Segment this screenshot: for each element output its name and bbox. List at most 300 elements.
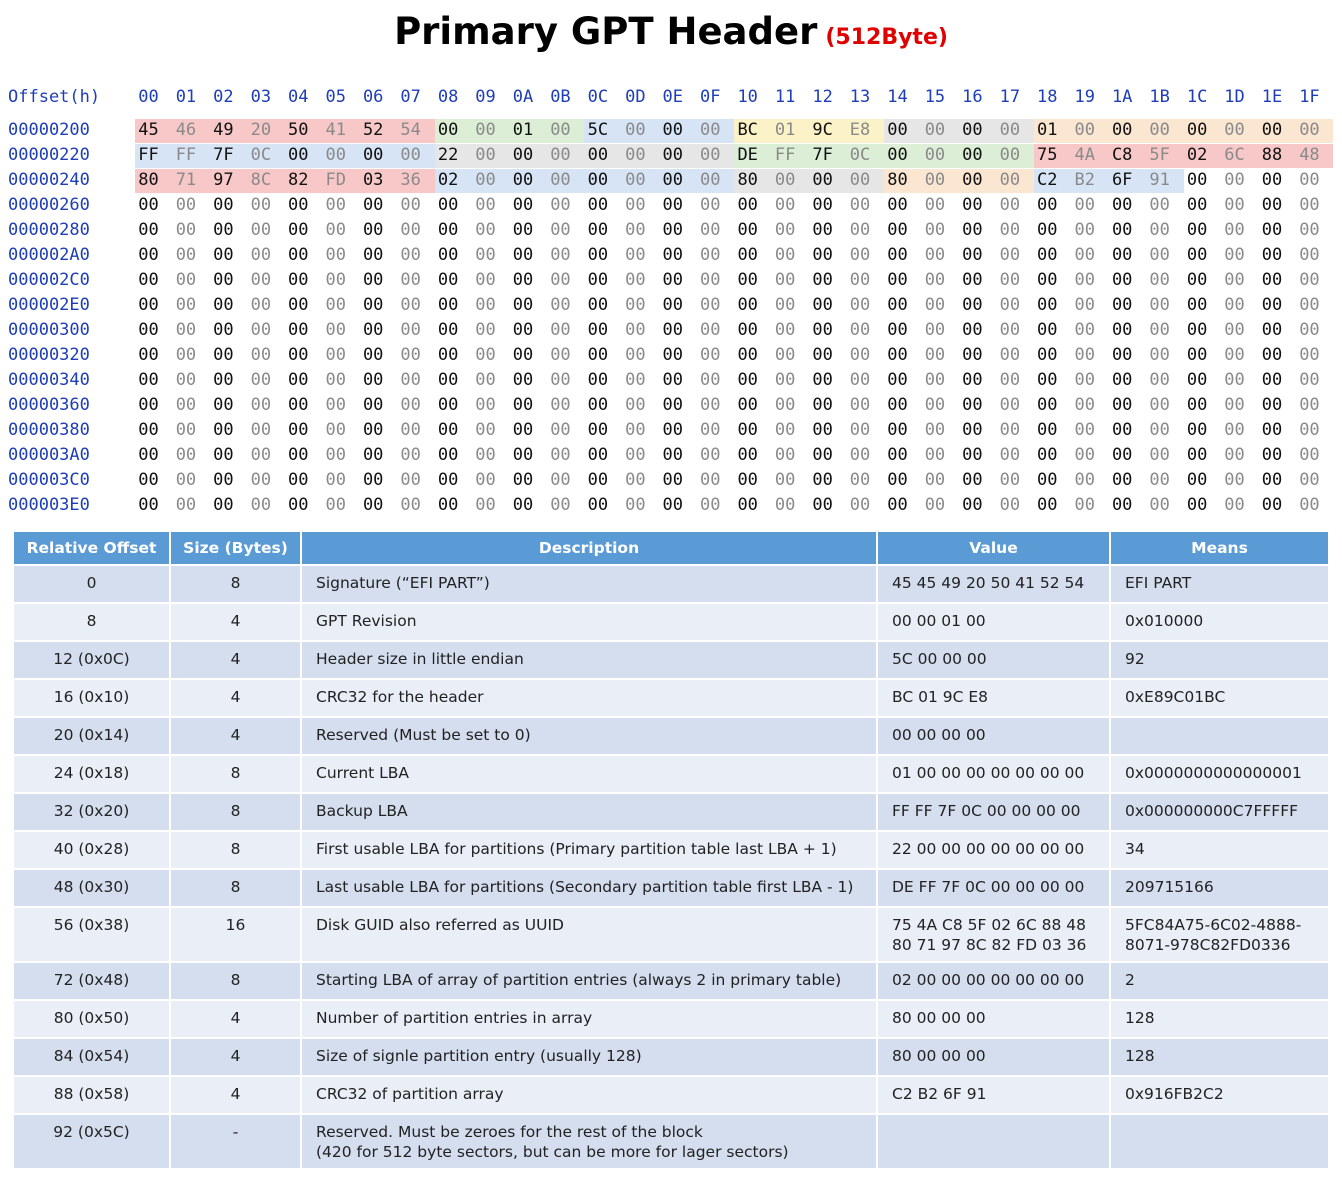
hex-byte: 75 [1037,145,1058,165]
hex-byte: 00 [662,470,684,490]
hex-byte: 4A [1074,145,1095,165]
cell-value: 00 00 00 00 [878,718,1109,754]
hex-byte: 00 [812,195,833,215]
hex-byte: 00 [437,495,459,515]
hex-byte: 00 [288,345,309,365]
cell-offset: 16 (0x10) [14,680,169,716]
hex-byte: 00 [138,420,159,440]
hex-byte: 00 [587,370,609,390]
hex-byte: 00 [887,445,908,465]
hex-byte: 00 [887,420,908,440]
hex-byte: 00 [887,395,908,415]
hex-byte: 00 [774,220,796,240]
hex-byte: 00 [250,270,272,290]
hex-byte: 80 [138,170,159,190]
hex-byte: 00 [737,420,758,440]
hex-byte: 00 [962,145,983,165]
hex-byte: 00 [924,220,946,240]
hex-byte: 00 [812,370,833,390]
hex-byte: 00 [587,420,609,440]
row-offset: 000003A0 [8,445,90,465]
hex-byte: 00 [437,195,459,215]
hex-byte: 00 [812,295,833,315]
hex-byte: 00 [512,195,534,215]
hex-byte: 00 [774,170,796,190]
hex-byte: 00 [625,495,646,515]
hex-byte: 00 [512,145,534,165]
hex-byte: 00 [812,320,833,340]
hex-byte: 00 [475,395,496,415]
hex-byte: FF [175,145,197,165]
hex-byte: 00 [662,270,684,290]
hex-byte: 00 [213,270,234,290]
hex-byte: 00 [774,470,796,490]
hex-byte: 00 [512,420,534,440]
hex-byte: 00 [175,420,197,440]
hex-byte: 00 [700,145,721,165]
hex-byte: 00 [587,320,609,340]
hex-byte: 00 [362,270,384,290]
hex-byte: 00 [887,470,908,490]
hex-byte: 00 [175,370,197,390]
cell-size: 8 [171,566,300,602]
cell-offset: 8 [14,604,169,640]
hex-byte: 00 [1224,370,1245,390]
hex-byte: 00 [887,295,908,315]
cell-size: 4 [171,604,300,640]
hex-byte: 00 [1149,445,1170,465]
hex-byte: 5C [587,120,609,140]
cell-desc: Disk GUID also referred as UUID [302,908,876,961]
hex-byte: 00 [437,370,459,390]
hex-byte: 00 [812,445,833,465]
hex-byte: 00 [662,145,684,165]
hex-byte: 00 [962,320,983,340]
row-offset: 00000240 [8,170,90,190]
hex-byte: 00 [475,370,496,390]
hex-byte: 00 [325,470,346,490]
row-offset: 00000280 [8,220,90,240]
hex-byte: 00 [437,445,459,465]
hex-byte: 00 [924,420,946,440]
row-offset: 00000340 [8,370,90,390]
hex-byte: 00 [962,270,983,290]
hex-byte: 00 [924,295,946,315]
hex-byte: 00 [138,220,159,240]
cell-offset: 80 (0x50) [14,1001,169,1037]
hex-byte: 00 [662,295,684,315]
hex-byte: 00 [887,245,908,265]
hex-view [0,0,1342,520]
hex-byte: 00 [625,170,646,190]
hex-byte: 00 [288,270,309,290]
hex-byte: 00 [400,495,421,515]
hex-byte: 00 [625,120,646,140]
hex-byte: 00 [1074,220,1095,240]
column-header-cell: Value [878,532,1109,564]
column-header: 0A [512,87,534,107]
hex-byte: 00 [1186,120,1208,140]
hex-byte: 00 [1261,220,1283,240]
hex-byte: 00 [812,420,833,440]
hex-byte: 00 [1261,370,1283,390]
hex-byte: 00 [774,495,796,515]
hex-byte: C8 [1111,145,1133,165]
hex-byte: 00 [737,495,758,515]
hex-byte: 00 [138,245,159,265]
column-header: 08 [437,87,459,107]
cell-means: 0xE89C01BC [1111,680,1328,716]
table-row [14,642,1328,678]
hex-byte: 00 [625,195,646,215]
hex-byte: 00 [512,445,534,465]
column-header: 14 [887,87,908,107]
hex-byte: 00 [1037,420,1058,440]
cell-size: 8 [171,870,300,906]
hex-byte: 00 [1224,320,1245,340]
hex-byte: 00 [849,395,871,415]
hex-byte: 00 [587,195,609,215]
hex-byte: 00 [250,495,272,515]
hex-byte: 00 [400,145,421,165]
hex-byte: 00 [849,345,871,365]
hex-byte: 00 [1037,345,1058,365]
hex-byte: 00 [1186,220,1208,240]
hex-byte: 00 [1299,345,1320,365]
hex-byte: 00 [774,195,796,215]
hex-byte: 00 [138,320,159,340]
hex-byte: 00 [1074,370,1095,390]
hex-byte: 00 [550,295,571,315]
column-header: 0D [625,87,646,107]
hex-byte: 00 [213,320,234,340]
cell-desc: Last usable LBA for partitions (Secondary partition table first LBA - 1) [302,870,876,906]
cell-value: 5C 00 00 00 [878,642,1109,678]
hex-byte: 00 [774,320,796,340]
hex-byte: 00 [1111,470,1133,490]
hex-byte: 00 [475,170,496,190]
cell-means: 128 [1111,1001,1328,1037]
hex-byte: 00 [625,370,646,390]
hex-byte: 00 [849,245,871,265]
hex-byte: 00 [362,420,384,440]
hex-byte: 00 [849,220,871,240]
hex-byte: 00 [700,295,721,315]
hex-byte: 00 [1149,320,1170,340]
cell-offset: 40 (0x28) [14,832,169,868]
hex-byte: 00 [138,370,159,390]
hex-byte: 00 [550,270,571,290]
hex-byte: 88 [1261,145,1283,165]
hex-byte: 00 [962,220,983,240]
hex-byte: 00 [550,320,571,340]
hex-byte: 00 [550,170,571,190]
hex-byte: 00 [625,220,646,240]
hex-byte: 00 [924,145,946,165]
hex-byte: 00 [175,270,197,290]
title-main: Primary GPT Header [394,10,818,53]
hex-byte: 00 [1111,195,1133,215]
hex-byte: 00 [774,270,796,290]
hex-byte: 00 [924,445,946,465]
hex-byte: 00 [962,170,983,190]
row-offset: 00000260 [8,195,90,215]
hex-byte: 50 [288,120,309,140]
hex-byte: 0C [250,145,272,165]
table-row [14,1115,1328,1168]
hex-byte: 00 [362,245,384,265]
column-header: 0B [550,87,571,107]
hex-byte: 00 [737,245,758,265]
cell-means: 0x0000000000000001 [1111,756,1328,792]
hex-byte: 00 [213,245,234,265]
hex-byte: 00 [1111,395,1133,415]
hex-byte: 00 [475,145,496,165]
hex-byte: 00 [1299,120,1320,140]
cell-size: 4 [171,680,300,716]
hex-byte: 00 [1299,470,1320,490]
hex-byte: 00 [1186,270,1208,290]
hex-byte: 00 [1224,295,1245,315]
hex-byte: 00 [887,195,908,215]
hex-byte: 00 [437,420,459,440]
cell-offset: 72 (0x48) [14,963,169,999]
hex-byte: 00 [1261,495,1283,515]
hex-byte: 00 [550,345,571,365]
hex-byte: 00 [1261,120,1283,140]
hex-byte: 00 [1149,345,1170,365]
hex-byte: 00 [1149,495,1170,515]
hex-byte: 00 [999,120,1021,140]
hex-byte: 00 [288,470,309,490]
hex-byte: 00 [550,220,571,240]
column-header: 06 [362,87,384,107]
offset-header: Offset(h) [8,87,101,107]
hex-byte: 7F [213,145,234,165]
hex-byte: 00 [1186,395,1208,415]
hex-byte: 00 [1111,345,1133,365]
hex-byte: 00 [999,245,1021,265]
hex-byte: 41 [325,120,346,140]
hex-byte: 00 [1186,345,1208,365]
cell-size: 8 [171,832,300,868]
hex-byte: 00 [737,195,758,215]
hex-byte: 00 [1299,270,1320,290]
hex-byte: 52 [362,120,384,140]
hex-byte: 00 [1037,220,1058,240]
hex-byte: 00 [325,295,346,315]
hex-byte: 5F [1149,145,1170,165]
hex-byte: 00 [1299,445,1320,465]
column-header: 02 [213,87,234,107]
column-header: 0F [700,87,721,107]
hex-byte: 00 [737,320,758,340]
hex-byte: 00 [1261,320,1283,340]
hex-byte: 00 [325,245,346,265]
hex-byte: 00 [475,295,496,315]
cell-means: 2 [1111,963,1328,999]
hex-byte: 00 [587,170,609,190]
cell-means: 34 [1111,832,1328,868]
hex-byte: 00 [924,370,946,390]
hex-byte: 00 [325,495,346,515]
hex-byte: 00 [700,420,721,440]
hex-byte: 00 [812,170,833,190]
hex-byte: 00 [1261,470,1283,490]
hex-byte: 00 [1299,170,1320,190]
cell-means: EFI PART [1111,566,1328,602]
hex-byte: 00 [362,320,384,340]
hex-byte: 00 [1111,245,1133,265]
hex-byte: 00 [250,295,272,315]
hex-byte: 00 [812,470,833,490]
hex-byte: 00 [250,220,272,240]
hex-byte: 00 [437,395,459,415]
hex-byte: 00 [1074,495,1095,515]
hex-byte: 00 [849,470,871,490]
hex-byte: 00 [887,320,908,340]
hex-byte: 00 [288,320,309,340]
hex-byte: 00 [1074,470,1095,490]
table-row [14,1077,1328,1113]
hex-byte: 00 [662,445,684,465]
hex-byte: 00 [1261,270,1283,290]
hex-byte: 00 [288,420,309,440]
hex-byte: 00 [700,445,721,465]
hex-byte: 00 [962,370,983,390]
hex-byte: 00 [362,395,384,415]
hex-byte: 00 [662,395,684,415]
hex-byte: 00 [138,270,159,290]
hex-byte: 00 [1111,320,1133,340]
column-header: 1B [1149,87,1170,107]
hex-byte: 00 [400,395,421,415]
hex-byte: 00 [1074,320,1095,340]
hex-byte: 00 [662,120,684,140]
cell-means: 0x000000000C7FFFFF [1111,794,1328,830]
hex-byte: 00 [587,245,609,265]
hex-byte: 8C [250,170,272,190]
row-offset: 00000320 [8,345,90,365]
hex-byte: 00 [737,395,758,415]
hex-byte: 00 [1186,445,1208,465]
hex-byte: 00 [924,345,946,365]
hex-byte: 00 [962,195,983,215]
hex-byte: 00 [1111,370,1133,390]
hex-byte: 00 [1261,295,1283,315]
hex-byte: 00 [362,345,384,365]
column-header: 04 [288,87,309,107]
hex-byte: 00 [700,170,721,190]
hex-byte: 00 [1111,120,1133,140]
hex-byte: 00 [962,470,983,490]
hex-byte: 00 [1186,195,1208,215]
column-header: 1E [1261,87,1283,107]
hex-byte: 00 [962,395,983,415]
hex-byte: 00 [999,295,1021,315]
hex-byte: 00 [1111,420,1133,440]
hex-byte: 45 [138,120,159,140]
hex-byte: BC [737,120,758,140]
column-header: 03 [250,87,272,107]
hex-byte: 00 [1261,245,1283,265]
hex-byte: 00 [1224,170,1245,190]
hex-byte: 00 [1037,495,1058,515]
cell-desc: Starting LBA of array of partition entries (always 2 in primary table) [302,963,876,999]
hex-byte: 20 [250,120,272,140]
hex-byte: 00 [288,495,309,515]
hex-byte: 00 [1149,245,1170,265]
hex-byte: 00 [1037,320,1058,340]
column-header: 12 [812,87,833,107]
hex-byte: 00 [999,345,1021,365]
column-header-cell: Description [302,532,876,564]
hex-byte: 00 [1186,170,1208,190]
hex-byte: 00 [437,470,459,490]
hex-byte: 6F [1111,170,1133,190]
cell-size: 4 [171,642,300,678]
hex-byte: 00 [887,120,908,140]
hex-byte: 00 [512,270,534,290]
hex-byte: 00 [400,470,421,490]
hex-byte: 00 [475,495,496,515]
hex-byte: 00 [1224,470,1245,490]
cell-size: 8 [171,963,300,999]
hex-byte: 00 [362,295,384,315]
hex-byte: 7F [812,145,833,165]
hex-byte: 00 [1186,320,1208,340]
hex-byte: 00 [1037,195,1058,215]
hex-byte: 22 [437,145,459,165]
hex-byte: B2 [1074,170,1095,190]
hex-byte: 00 [1074,445,1095,465]
hex-byte: 00 [1037,295,1058,315]
hex-byte: 00 [475,470,496,490]
hex-byte: 00 [437,320,459,340]
hex-byte: 00 [587,145,609,165]
hex-byte: 00 [250,420,272,440]
hex-byte: 00 [962,445,983,465]
row-offset: 00000300 [8,320,90,340]
hex-byte: 00 [362,145,384,165]
hex-byte: 00 [737,345,758,365]
column-header: 18 [1037,87,1058,107]
hex-byte: 00 [1299,245,1320,265]
hex-byte: 00 [512,395,534,415]
cell-size: 4 [171,718,300,754]
hex-byte: 00 [737,270,758,290]
hex-byte: 00 [662,495,684,515]
cell-value: 45 45 49 20 50 41 52 54 [878,566,1109,602]
hex-byte: 0C [849,145,871,165]
column-header: 11 [774,87,796,107]
hex-byte: 00 [1224,445,1245,465]
hex-byte: 6C [1224,145,1245,165]
cell-desc: Signature (“EFI PART”) [302,566,876,602]
hex-byte: 00 [849,370,871,390]
hex-byte: 00 [887,370,908,390]
column-header: 09 [475,87,496,107]
hex-byte: 00 [625,245,646,265]
hex-byte: 00 [1224,420,1245,440]
hex-byte: 00 [512,345,534,365]
hex-byte: 49 [213,120,234,140]
hex-byte: 00 [662,245,684,265]
hex-byte: DE [737,145,758,165]
column-header: 00 [138,87,159,107]
hex-byte: 91 [1149,170,1170,190]
hex-byte: 00 [400,370,421,390]
